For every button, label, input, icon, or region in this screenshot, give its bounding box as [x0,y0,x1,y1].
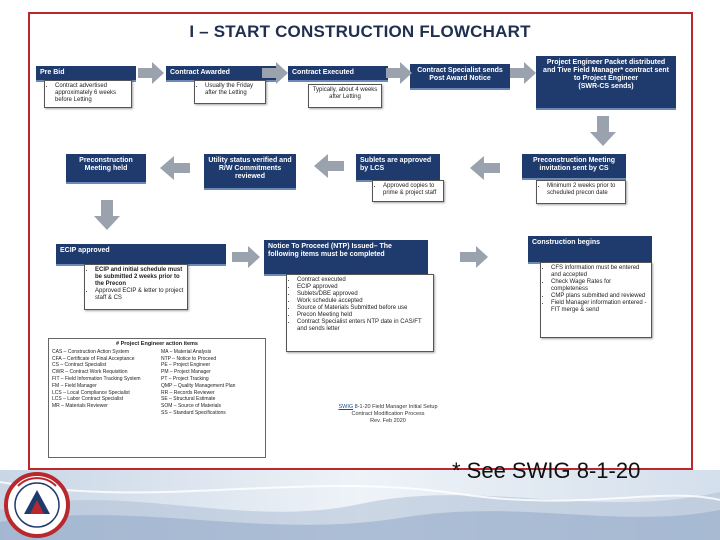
footnote [298,404,478,425]
node-ecip-approved [56,244,226,266]
legend-row: NTP – Notice to Proceed [161,355,217,362]
node-precon-invitation [522,154,626,180]
legend-row: QMP – Quality Management Plan [161,382,236,389]
note-item: • Contract Specialist enters NTP date in CAS/FT and sends letter [297,319,430,333]
arrow-down-1-icon [590,116,616,146]
arrow-left-3-icon [160,156,190,180]
legend-header: # Project Engineer action items [116,341,198,347]
legend-row: RR – Records Reviewer [161,389,215,396]
arrow-left-2-icon [314,154,344,178]
note-executed [308,84,382,108]
node-sublets-approved [356,154,440,182]
note-sublets [372,180,444,202]
note-construction [540,262,652,338]
node-label: Project Engineer Packet distributed and Tive Field Manager* contract sent to Project Engineer [543,59,669,82]
node-label: Preconstruction Meeting invitation sent by CS [532,157,616,172]
node-construction-begins [528,236,652,264]
footnote-line: Contract Modification Process [351,411,425,417]
legend-left-column [52,349,153,417]
note-ecip [84,264,188,310]
legend-row: MR – Materials Reviewer [52,403,108,410]
note-ntp [286,274,434,352]
note-item: • Sublets/DBE approved [297,291,430,298]
note-pre-bid [44,80,132,108]
legend-row: SOM – Source of Materials [161,403,222,410]
note-item: • Contract advertised approximately 6 weeks before Letting [55,83,128,104]
note-item: • Check Wage Rates for completeness [551,279,648,293]
note-item: • Precon Meeting held [297,312,430,319]
node-sub-label: (SWR-CS sends) [578,83,634,90]
footnote-line: Rev. Feb 2020 [370,418,406,424]
arrow-right-3-icon [386,62,412,84]
acronym-legend [48,338,266,458]
note-invitation [536,180,626,204]
legend-row: CWR – Contract Work Requisition [52,369,128,376]
legend-row: FM – Field Manager [52,382,97,389]
note-item: • CFS information must be entered and accepted [551,265,648,279]
note-item: • ECIP approved [297,284,430,291]
node-label: Utility status verified and R/W Commitments reviewed [208,157,292,180]
legend-row: SS – Standard Specifications [161,409,226,416]
note-item: • ECIP and initial schedule must be submitted 2 weeks prior to the Precon [95,267,184,288]
node-utility-status [204,154,296,190]
node-label: Sublets are approved by LCS [360,157,432,172]
swig-link[interactable]: SWIG [338,404,354,410]
node-preconstruction-meeting [66,154,146,184]
note-awarded [194,80,266,104]
note-item: • Source of Materials Submitted before use [297,305,430,312]
legend-row: CAS – Construction Action System [52,348,129,355]
legend-row: PT – Project Tracking [161,375,209,382]
arrow-right-1-icon [138,62,164,84]
arrow-left-1-icon [470,156,500,180]
note-item: • Work schedule accepted [297,298,430,305]
note-item: • Usually the Friday after the Letting [205,83,262,97]
legend-row: LCS – Local Compliance Specialist [52,389,130,396]
node-label: Contract Executed [292,69,354,76]
node-label: Preconstruction Meeting held [79,157,133,172]
node-label: ECIP approved [60,247,110,254]
node-packet-distributed [536,56,676,110]
node-label: Notice To Proceed (NTP) Issued– The following items must be completed [268,243,392,258]
arrow-right-6-icon [460,246,488,268]
node-contract-executed [288,66,388,82]
arrow-right-2-icon [262,62,288,84]
node-ntp-issued [264,240,428,276]
note-item: • Approved ECIP & letter to project staff & CS [95,288,184,302]
footnote-line: 8-1-20 Field Manager Initial Setup [354,404,438,410]
node-label: Pre Bid [40,69,65,76]
legend-right-column [161,349,262,417]
legend-row: FIT – Field Information Tracking System [52,375,141,382]
see-swig-reference: * See SWIG 8-1-20 [452,458,641,483]
note-item: • Approved copies to prime & project staff [383,183,440,197]
legend-row: SE – Structural Estimate [161,396,216,403]
node-specialist-sends [410,64,510,90]
legend-row: MA – Material Analysis [161,348,212,355]
legend-row: CFA – Certificate of Final Acceptance [52,355,135,362]
node-label: Contract Awarded [170,69,230,76]
legend-row: PM – Project Manager [161,369,211,376]
arrow-right-4-icon [510,62,536,84]
legend-row: LCS – Labor Contract Specialist [52,396,124,403]
node-label: Construction begins [532,239,601,246]
note-item: • Field Manager information entered - FIT merge & send [551,300,648,314]
note-item: • CMP plans submitted and reviewed [551,293,648,300]
node-label: Contract Specialist sends Post Award Notice [417,67,503,82]
arrow-right-5-icon [232,246,260,268]
dot-logo-icon [4,472,70,538]
arrow-down-2-icon [94,200,120,230]
flowchart-title: I – START CONSTRUCTION FLOWCHART [189,22,531,41]
legend-row: PE – Project Engineer [161,362,211,369]
note-item: Typically, about 4 weeks after Letting [312,87,378,100]
note-item: • Minimum 2 weeks prior to scheduled precon date [547,183,622,197]
note-item: • Contract executed [297,277,430,284]
legend-row: CS – Contract Specialist [52,362,107,369]
